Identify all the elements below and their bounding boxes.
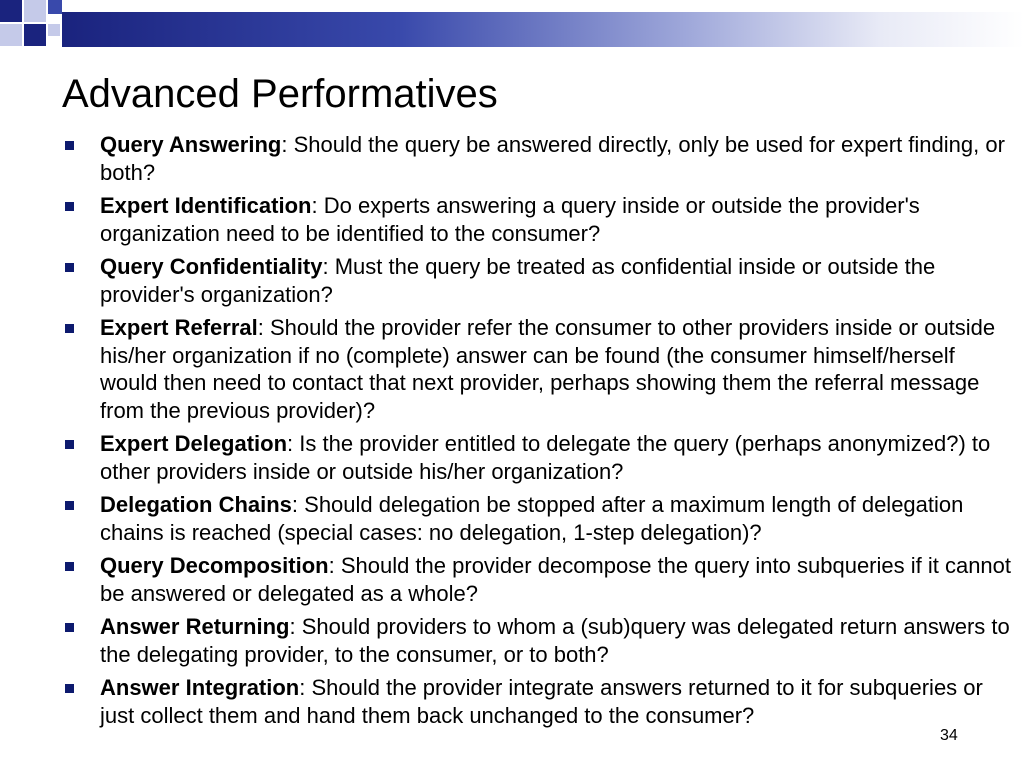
bullet-item bbox=[62, 491, 1012, 546]
square-bullet-icon bbox=[65, 263, 74, 272]
bullet-text: : Should the provider integrate answers returned to it for subqueries or just collect them and hand them back unchanged to the consumer? bbox=[100, 675, 983, 728]
square-bullet-icon bbox=[65, 440, 74, 449]
bullet-item bbox=[62, 253, 1012, 308]
bullet-item bbox=[62, 674, 1012, 729]
square-bullet-icon bbox=[65, 562, 74, 571]
bullet-text: : Must the query be treated as confidential inside or outside the provider's organization? bbox=[100, 254, 936, 307]
square-bullet-icon bbox=[65, 324, 74, 333]
square-bullet-icon bbox=[65, 684, 74, 693]
square-bullet-icon bbox=[65, 623, 74, 632]
bullet-item bbox=[62, 131, 1012, 186]
bullet-item bbox=[62, 192, 1012, 247]
bullet-term: Query Confidentiality bbox=[100, 254, 323, 279]
bullet-text: : Should the provider refer the consumer to other providers inside or outside his/her organization if no (complete) answer can be found (the consumer himself/herself would then need to contact that next provider, perhaps showing them the referral message from the previous provider)? bbox=[100, 315, 996, 423]
bullet-item bbox=[62, 314, 1012, 424]
bullet-list bbox=[62, 131, 1012, 735]
deco-square bbox=[48, 24, 60, 36]
bullet-item bbox=[62, 552, 1012, 607]
bullet-term: Query Decomposition bbox=[100, 553, 329, 578]
square-bullet-icon bbox=[65, 501, 74, 510]
bullet-term: Expert Referral bbox=[100, 315, 258, 340]
bullet-text: : Should providers to whom a (sub)query was delegated return answers to the delegating provider, to the consumer, or to both? bbox=[100, 614, 1010, 667]
deco-square bbox=[0, 0, 22, 22]
bullet-term: Query Answering bbox=[100, 132, 282, 157]
deco-square bbox=[0, 24, 22, 46]
slide-title: Advanced Performatives bbox=[62, 72, 498, 116]
square-bullet-icon bbox=[65, 202, 74, 211]
deco-square bbox=[24, 24, 46, 46]
bullet-term: Expert Identification bbox=[100, 193, 312, 218]
page-number: 34 bbox=[940, 727, 958, 744]
bullet-text: : Should delegation be stopped after a maximum length of delegation chains is reached (special cases: no delegation, 1-step delegation)? bbox=[100, 492, 964, 545]
header-gradient-bar bbox=[62, 12, 1024, 47]
bullet-text: : Do experts answering a query inside or outside the provider's organization need to be identified to the consumer? bbox=[100, 193, 920, 246]
bullet-item bbox=[62, 430, 1012, 485]
bullet-text: : Is the provider entitled to delegate the query (perhaps anonymized?) to other providers inside or outside his/her organization? bbox=[100, 431, 991, 484]
deco-square bbox=[48, 0, 62, 14]
bullet-term: Expert Delegation bbox=[100, 431, 288, 456]
bullet-item bbox=[62, 613, 1012, 668]
square-bullet-icon bbox=[65, 141, 74, 150]
bullet-term: Answer Integration bbox=[100, 675, 300, 700]
bullet-term: Answer Returning bbox=[100, 614, 290, 639]
bullet-text: : Should the query be answered directly, only be used for expert finding, or both? bbox=[100, 132, 1005, 185]
bullet-term: Delegation Chains bbox=[100, 492, 292, 517]
bullet-text: : Should the provider decompose the query into subqueries if it cannot be answered or delegated as a whole? bbox=[100, 553, 1012, 606]
deco-square bbox=[24, 0, 46, 22]
